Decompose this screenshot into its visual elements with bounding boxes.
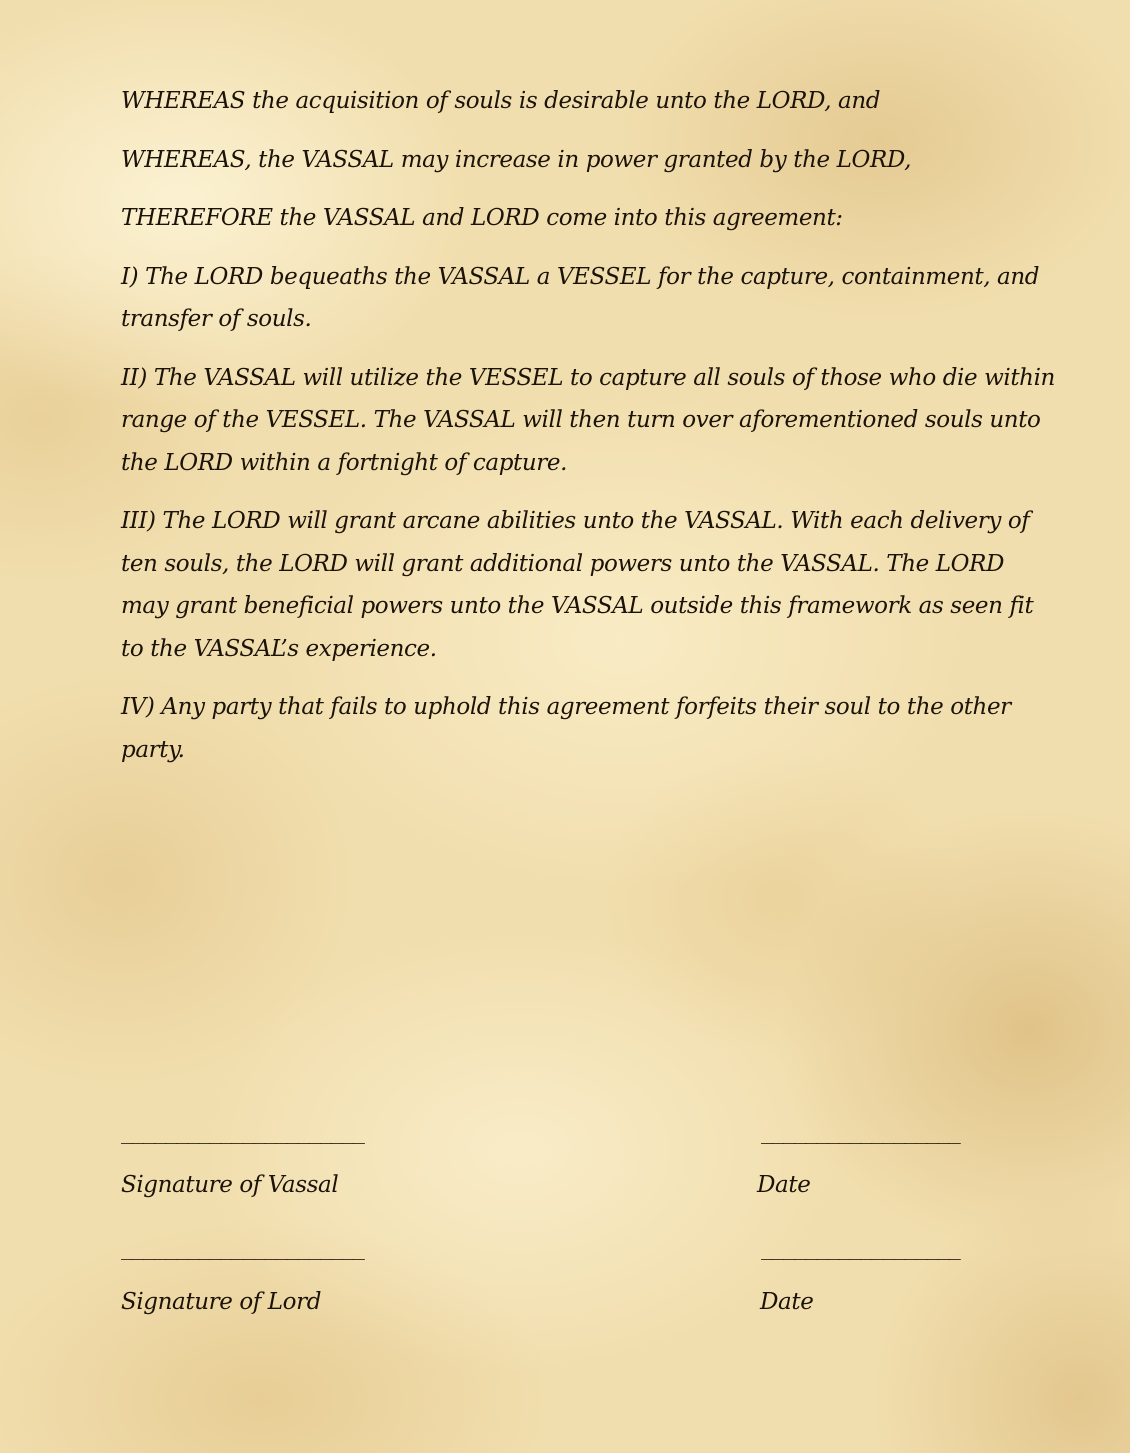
lord-signature-label: Signature of Lord — [121, 1289, 322, 1315]
article-i: I) The LORD bequeaths the VASSAL a VESSEL for the capture, containment, and transfer of souls. — [121, 263, 1040, 332]
lord-date-label: Date — [760, 1289, 814, 1315]
article-iii: III) The LORD will grant arcane abilities unto the VASSAL. With each delivery of ten souls, the LORD will grant additional powers unto the VASSAL. The LORD may grant beneficial powers unto the VASSAL outside this framework as seen fit to the VASSAL’s experience. — [121, 508, 1034, 662]
lord-date-line[interactable]: __________________ — [761, 1236, 960, 1260]
vassal-date-label: Date — [757, 1172, 811, 1198]
therefore-clause: THEREFORE the VASSAL and LORD come into this agreement: — [121, 205, 843, 231]
lord-signature-line[interactable]: ______________________ — [121, 1236, 364, 1260]
whereas-clause-power: WHEREAS, the VASSAL may increase in power granted by the LORD, — [121, 146, 911, 173]
article-ii: II) The VASSAL will utilize the VESSEL to capture all souls of those who die within range of the VESSEL. The VASSAL will then turn over aforementioned souls unto the LORD within a fortnight of capture. — [121, 364, 1055, 476]
article-iv: IV) Any party that fails to uphold this agreement forfeits their soul to the other party. — [121, 694, 1011, 763]
whereas-clause-acquisition: WHEREAS the acquisition of souls is desirable unto the LORD, and — [121, 88, 881, 114]
vassal-date-line[interactable]: __________________ — [761, 1120, 960, 1144]
contract-body — [121, 80, 1056, 787]
vassal-signature-line[interactable]: ______________________ — [121, 1120, 364, 1144]
vassal-signature-label: Signature of Vassal — [121, 1172, 339, 1198]
